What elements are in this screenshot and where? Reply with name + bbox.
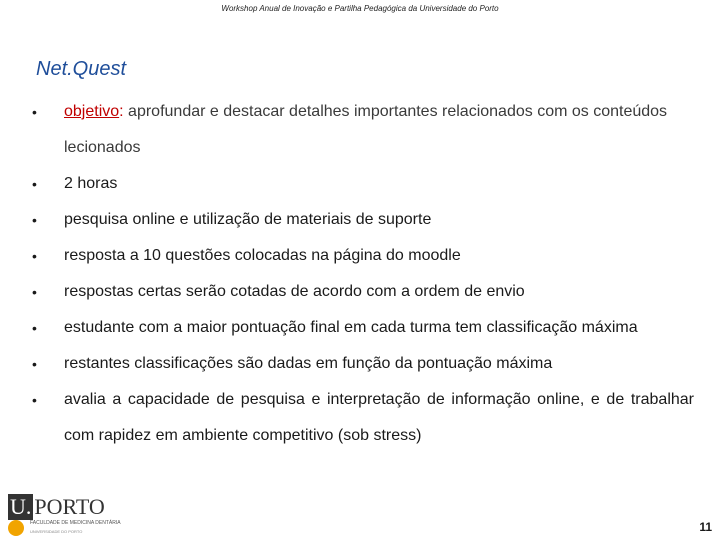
objetivo-label: objetivo xyxy=(64,103,120,120)
bullet-text: pesquisa online e utilização de materiais de suporte xyxy=(64,211,432,228)
bullet-item xyxy=(30,274,694,310)
bullet-text: restantes classificações são dadas em função da pontuação máxima xyxy=(64,355,553,372)
logo-u: U. xyxy=(10,494,32,519)
objetivo-colon: : xyxy=(119,103,124,120)
faculty-emblem-icon xyxy=(8,520,24,536)
bullet-dot: • xyxy=(32,392,37,408)
bullet-dot: • xyxy=(32,320,37,336)
bullet-objetivo xyxy=(30,94,694,166)
page-number: 11 xyxy=(699,520,712,534)
bullet-text: 2 horas xyxy=(64,175,118,192)
uporto-wordmark xyxy=(8,494,105,520)
bullet-item xyxy=(30,382,694,454)
bullet-dot: • xyxy=(32,212,37,228)
bullet-item xyxy=(30,202,694,238)
university-name: UNIVERSIDADE DO PORTO xyxy=(30,529,83,534)
bullet-item xyxy=(30,346,694,382)
bullet-text: estudante com a maior pontuação final em cada turma tem classificação máxima xyxy=(64,319,638,336)
bullet-text: avalia a capacidade de pesquisa e interpretação de informação online, e de trabalhar com rapidez em ambiente competitivo (sob stress) xyxy=(64,391,694,444)
bullet-dot: • xyxy=(32,356,37,372)
bullet-dot: • xyxy=(32,284,37,300)
faculty-name: FACULDADE DE MEDICINA DENTÁRIA xyxy=(30,520,121,526)
faculty-logo xyxy=(8,518,128,538)
bullet-item xyxy=(30,238,694,274)
logo-porto: PORTO xyxy=(34,494,105,519)
objetivo-text: aprofundar e destacar detalhes importantes relacionados com os conteúdos lecionados xyxy=(64,103,668,156)
slide-title: Net.Quest xyxy=(36,58,127,80)
bullet-text: resposta a 10 questões colocadas na página do moodle xyxy=(64,247,461,264)
bullet-item xyxy=(30,310,694,346)
bullet-dot: • xyxy=(32,248,37,264)
workshop-header: Workshop Anual de Inovação e Partilha Pedagógica da Universidade do Porto xyxy=(221,4,499,13)
bullet-dot: • xyxy=(32,176,37,192)
bullet-list xyxy=(30,94,694,454)
bullet-item xyxy=(30,166,694,202)
bullet-text: respostas certas serão cotadas de acordo com a ordem de envio xyxy=(64,283,525,300)
uporto-logo xyxy=(8,494,128,540)
bullet-dot: • xyxy=(32,104,37,120)
